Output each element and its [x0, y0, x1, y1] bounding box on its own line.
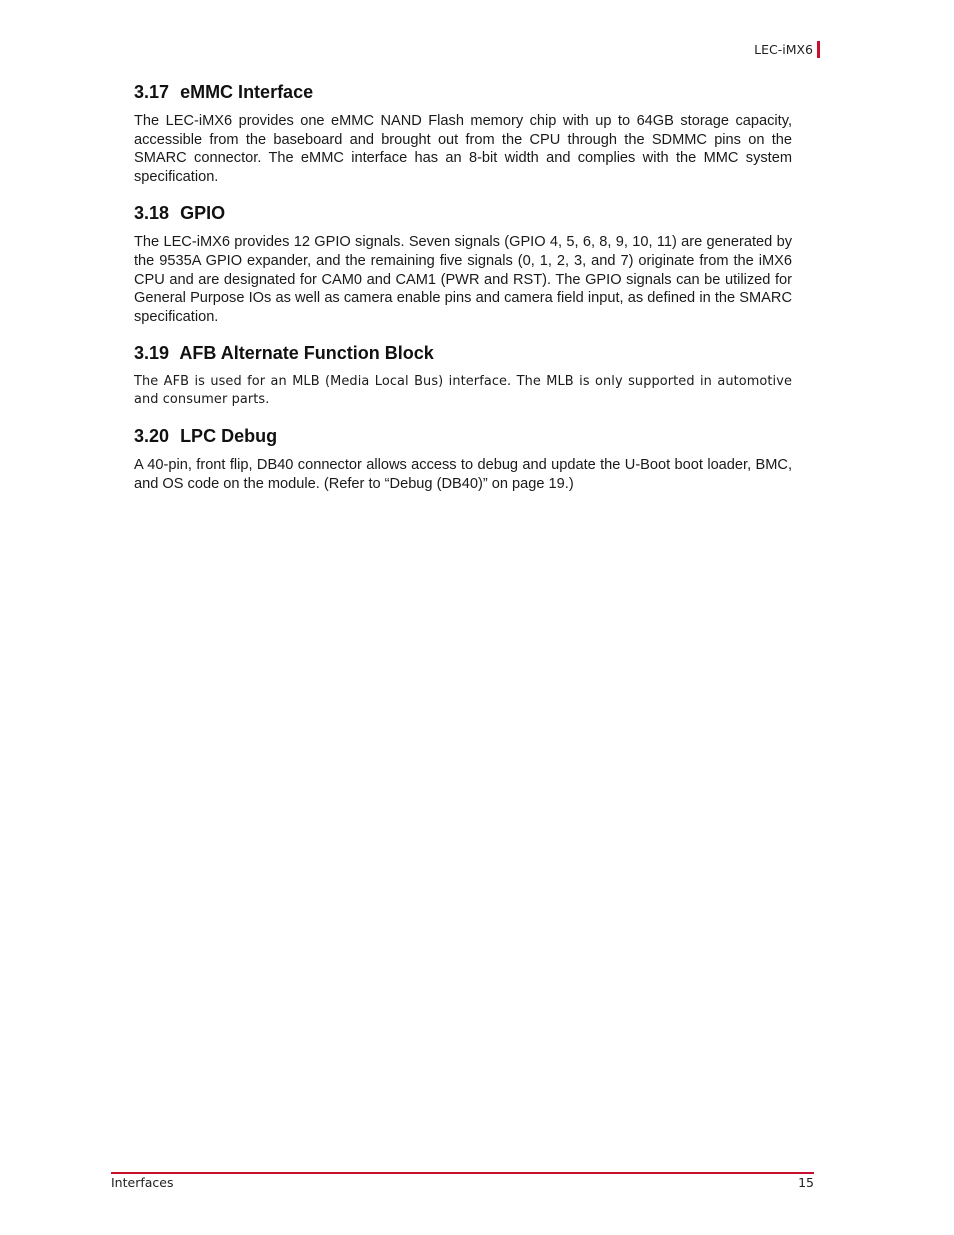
header-accent-bar — [817, 41, 820, 58]
section-heading — [134, 203, 792, 224]
footer-section-name: Interfaces — [111, 1175, 174, 1190]
section-number: 3.18 — [134, 203, 170, 224]
section-gpio — [134, 203, 792, 326]
section-number: 3.20 — [134, 426, 170, 447]
section-emmc-interface — [134, 82, 792, 186]
section-heading — [134, 82, 792, 103]
section-lpc-debug — [134, 426, 792, 493]
document-title: LEC-iMX6 — [754, 41, 813, 57]
section-afb — [134, 343, 792, 409]
section-body: A 40-pin, front flip, DB40 connector allows access to debug and update the U-Boot boot loader, BMC, and OS code on the module. (Refer to “Debug (DB40)” on page 19.) — [134, 457, 792, 492]
section-number: 3.19 — [134, 343, 170, 364]
section-number: 3.17 — [134, 82, 170, 102]
section-title: eMMC Interface — [180, 82, 314, 102]
page-header — [754, 40, 820, 58]
section-title: AFB Alternate Function Block — [179, 343, 434, 364]
section-heading — [134, 426, 792, 447]
page-content — [134, 82, 792, 511]
section-body: The AFB is used for an MLB (Media Local Bus) interface. The MLB is only supported in automotive and consumer parts. — [134, 374, 792, 408]
page-number: 15 — [798, 1175, 814, 1190]
section-heading — [134, 343, 792, 364]
footer-divider — [111, 1172, 814, 1174]
section-body: The LEC-iMX6 provides 12 GPIO signals. Seven signals (GPIO 4, 5, 6, 8, 9, 10, 11) are generated by the 9535A GPIO expander, and the remaining five signals (0, 1, 2, 3, and 7) originate from the iMX6 CPU and are designated for CAM0 and CAM1 (PWR and RST). The GPIO signals can be utilized for General Purpose IOs as well as camera enable pins and camera field input, as defined in the SMARC specification. — [134, 234, 792, 325]
section-title: LPC Debug — [180, 426, 278, 447]
section-title: GPIO — [180, 203, 226, 224]
section-body: The LEC-iMX6 provides one eMMC NAND Flash memory chip with up to 64GB storage capacity, accessible from the baseboard and brought out from the CPU through the SDMMC pins on the SMARC connector. The eMMC interface has an 8-bit width and complies with the MMC system specification. — [134, 113, 792, 185]
